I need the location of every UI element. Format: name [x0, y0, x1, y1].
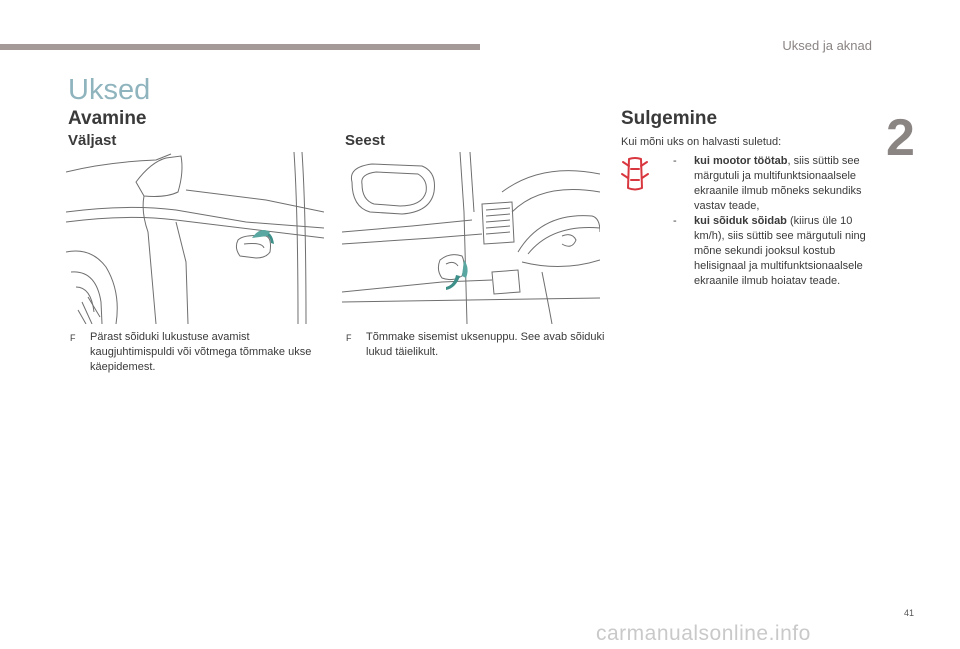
- list-item-rest: (kiirus üle 10 km/h), siis süttib see märgutuli ning mõne sekundi jooksul kostub helisignaal ja multifunktsionaalsele ekraanile ilmub hoiatav teade.: [694, 215, 866, 287]
- door-open-warning-icon: [618, 156, 652, 192]
- list-item-text: [694, 214, 873, 289]
- list-item-text: [694, 154, 873, 214]
- interior-door-handle-illustration: [342, 152, 600, 324]
- page-title: Uksed: [68, 74, 151, 106]
- list-item: [673, 154, 873, 214]
- dash-marker: -: [673, 215, 677, 227]
- inside-instruction-text: Tõmmake sisemist uksenuppu. See avab sõiduki lukud täielikult.: [366, 331, 605, 358]
- bullet-marker: F: [70, 333, 76, 343]
- heading-closing: Sulgemine: [621, 108, 718, 129]
- heading-inside: Seest: [345, 132, 386, 149]
- list-item-bold: kui sõiduk sõidab: [694, 215, 787, 227]
- page-number: 41: [904, 608, 915, 618]
- chapter-number: 2: [886, 109, 915, 167]
- inside-instruction: [346, 330, 606, 360]
- list-item-bold: kui mootor töötab: [694, 155, 788, 167]
- dash-marker: -: [673, 155, 677, 167]
- closing-list: [673, 154, 873, 289]
- watermark: carmanualsonline.info: [596, 622, 811, 645]
- closing-intro: Kui mõni uks on halvasti suletud:: [621, 136, 782, 148]
- list-item-rest: , siis süttib see märgutuli ja multifunktsionaalsele ekraanile ilmub mõneks sekundiks vastav teade,: [694, 155, 862, 212]
- exterior-door-handle-illustration: [66, 152, 324, 324]
- section-title: Uksed ja aknad: [782, 38, 872, 53]
- bullet-marker: F: [346, 333, 352, 343]
- list-item: [673, 214, 873, 289]
- heading-avamine: Avamine: [68, 108, 147, 129]
- outside-instruction-text: Pärast sõiduki lukustuse avamist kaugjuhtimispuldi või võtmega tõmmake ukse käepidemest.: [90, 331, 312, 373]
- header-bar: [0, 44, 480, 50]
- heading-outside: Väljast: [68, 132, 117, 149]
- outside-instruction: [70, 330, 320, 375]
